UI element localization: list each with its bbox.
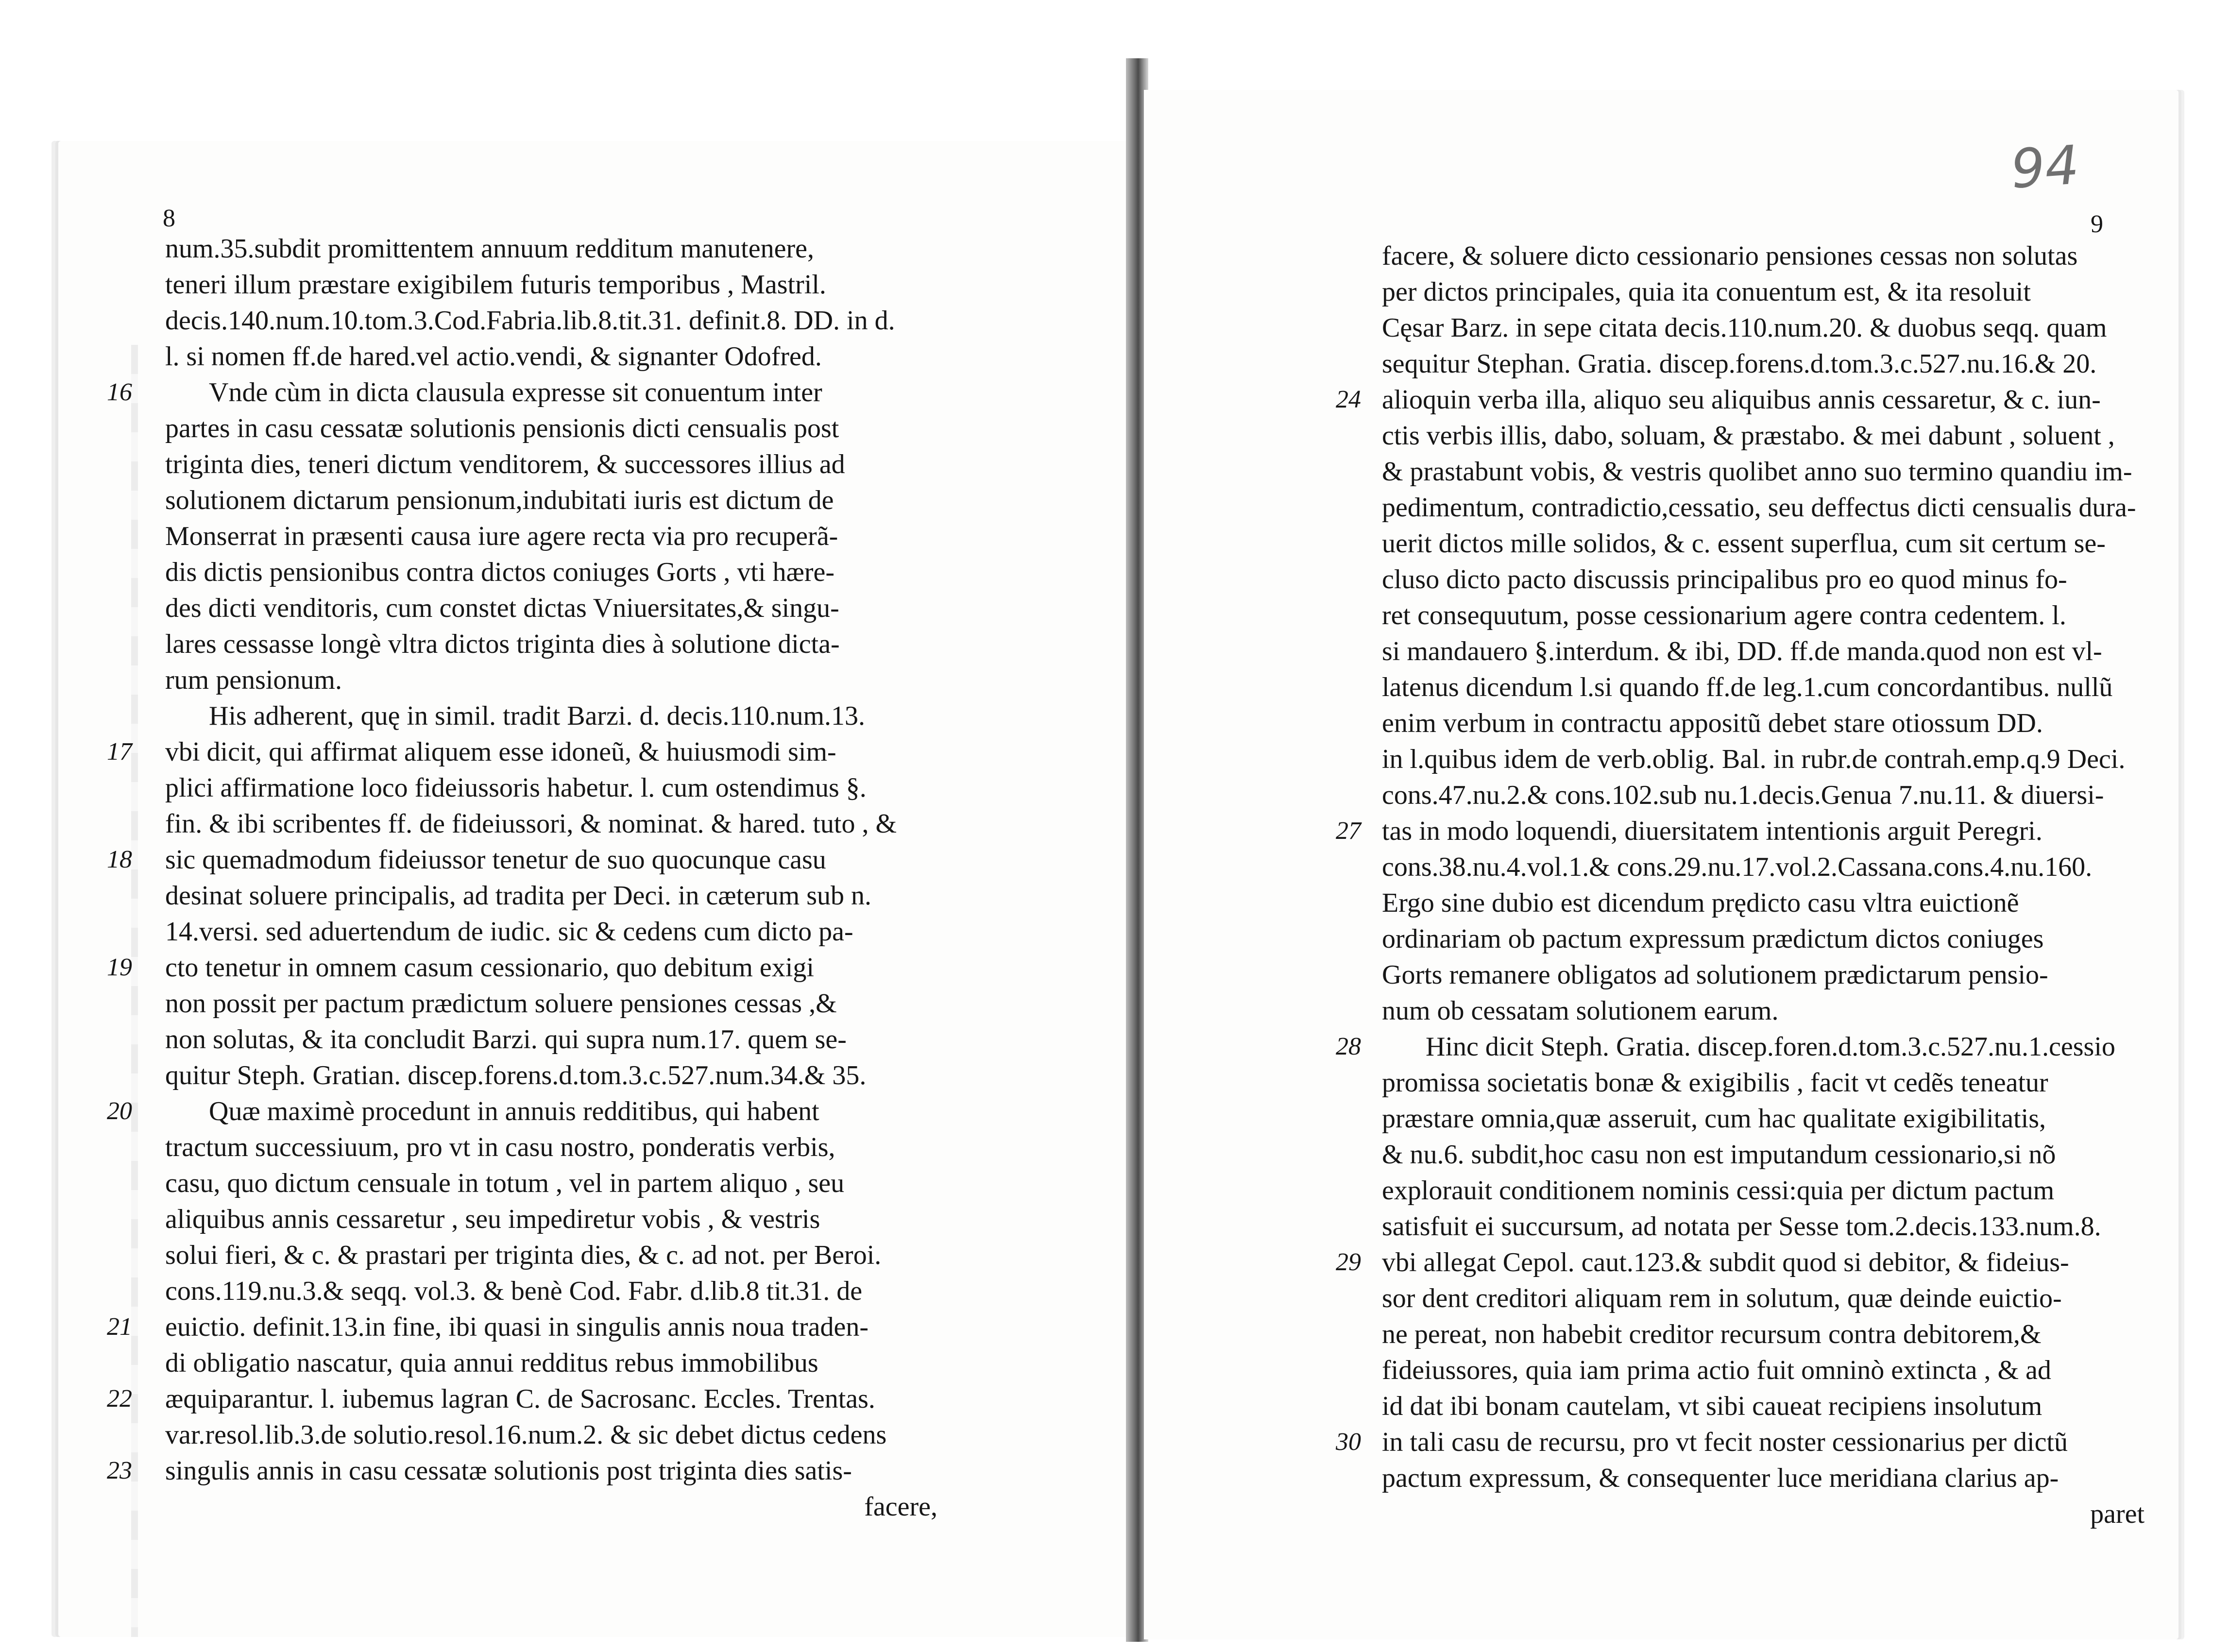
text-line: singulis annis in casu cessatæ solutionis post triginta dies satis-	[165, 1456, 852, 1486]
text-line: Gorts remanere obligatos ad solutionem prædictarum pensio-	[1382, 960, 2048, 990]
text-line: præstare omnia,quæ asseruit, cum hac qualitate exigibilitatis,	[1382, 1104, 2046, 1134]
text-line: non possit per pactum prædictum soluere pensiones cessas ,&	[165, 988, 837, 1019]
text-line: decis.140.num.10.tom.3.Cod.Fabria.lib.8.tit.31. definit.8. DD. in d.	[165, 306, 895, 336]
text-line: dis dictis pensionibus contra dictos coniuges Gorts , vti hære-	[165, 557, 835, 587]
text-line: satisfuit ei succursum, ad notata per Sesse tom.2.decis.133.num.8.	[1382, 1211, 2101, 1242]
right-page	[1144, 90, 2179, 1639]
text-line: num.35.subdit promittentem annuum redditum manutenere,	[165, 234, 814, 264]
text-line: lares cessasse longè vltra dictos triginta dies à solutione dicta-	[165, 629, 840, 659]
text-line: id dat ibi bonam cautelam, vt sibi caueat recipiens insolutum	[1382, 1391, 2043, 1421]
text-line: tas in modo loquendi, diuersitatem intentionis arguit Peregri.	[1382, 816, 2043, 846]
text-line: latenus dicendum l.si quando ff.de leg.1.cum concordantibus. nullũ	[1382, 672, 2113, 702]
text-line: l. si nomen ff.de hared.vel actio.vendi, & signanter Odofred.	[165, 341, 822, 372]
text-line: Ergo sine dubio est dicendum prędicto casu vltra euictionẽ	[1382, 888, 2019, 918]
text-line: explorauit conditionem nominis cessi:quia per dictum pactum	[1382, 1175, 2055, 1206]
text-line: solutionem dictarum pensionum,indubitati iuris est dictum de	[165, 485, 834, 515]
left-page-number: 8	[163, 204, 175, 232]
marginal-number: 20	[107, 1097, 132, 1125]
text-line: alioquin verba illa, aliquo seu aliquibus annis cessaretur, & c. iun-	[1382, 385, 2101, 415]
text-line: sor dent creditori aliquam rem in solutum, quæ deinde euictio-	[1382, 1283, 2062, 1313]
text-line: promissa societatis bonæ & exigibilis , facit vt cedẽs teneatur	[1382, 1068, 2048, 1098]
text-line: fideiussores, quia iam prima actio fuit omninò extincta , & ad	[1382, 1355, 2051, 1385]
text-line: facere,	[864, 1492, 937, 1522]
text-line: rum pensionum.	[165, 665, 342, 695]
text-line: in l.quibus idem de verb.oblig. Bal. in rubr.de contrah.emp.q.9 Deci.	[1382, 744, 2126, 774]
text-line: quitur Steph. Gratian. discep.forens.d.tom.3.c.527.num.34.& 35.	[165, 1060, 867, 1090]
text-line: cons.119.nu.3.& seqq. vol.3. & benè Cod. Fabr. d.lib.8 tit.31. de	[165, 1276, 863, 1306]
text-line: teneri illum præstare exigibilem futuris temporibus , Mastril.	[165, 270, 826, 300]
text-line: His adherent, quę in simil. tradit Barzi. d. decis.110.num.13.	[209, 701, 865, 731]
text-line: num ob cessatam solutionem earum.	[1382, 996, 1779, 1026]
text-line: desinat soluere principalis, ad tradita per Deci. in cæterum sub n.	[165, 881, 872, 911]
text-line: Hinc dicit Steph. Gratia. discep.foren.d.tom.3.c.527.nu.1.cessio	[1426, 1032, 2115, 1062]
left-page-text	[107, 231, 937, 1525]
marginal-number: 23	[107, 1457, 132, 1484]
marginal-number: 27	[1336, 817, 1361, 845]
marginal-number: 16	[107, 378, 132, 406]
text-line: vbi allegat Cepol. caut.123.& subdit quod si debitor, & fideius-	[1382, 1247, 2069, 1277]
right-page-number: 9	[2091, 210, 2103, 238]
text-line: vbi dicit, qui affirmat aliquem esse idoneũ, & huiusmodi sim-	[165, 737, 836, 767]
text-line: di obligatio nascatur, quia annui redditus rebus immobilibus	[165, 1348, 818, 1378]
text-line: cons.47.nu.2.& cons.102.sub nu.1.decis.Genua 7.nu.11. & diuersi-	[1382, 780, 2104, 810]
text-line: plici affirmatione loco fideiussoris habetur. l. cum ostendimus §.	[165, 773, 867, 803]
text-line: si mandauero §.interdum. & ibi, DD. ff.de manda.quod non est vl-	[1382, 636, 2102, 666]
text-line: 14.versi. sed aduertendum de iudic. sic & cedens cum dicto pa-	[165, 917, 853, 947]
marginal-number: 30	[1336, 1428, 1361, 1456]
text-line: ctis verbis illis, dabo, soluam, & præstabo. & mei dabunt , soluent ,	[1382, 421, 2115, 451]
marginal-number: 29	[1336, 1248, 1361, 1276]
text-line: ordinariam ob pactum expressum prædictum dictos coniuges	[1382, 924, 2044, 954]
text-line: partes in casu cessatæ solutionis pensionis dicti censualis post	[165, 413, 839, 443]
marginal-number: 28	[1336, 1033, 1361, 1060]
marginal-number: 21	[107, 1313, 132, 1341]
text-line: tractum successiuum, pro vt in casu nostro, ponderatis verbis,	[165, 1132, 835, 1162]
text-line: solui fieri, & c. & prastari per triginta dies, & c. ad not. per Beroi.	[165, 1240, 882, 1270]
text-line: des dicti venditoris, cum constet dictas Vniuersitates,& singu-	[165, 593, 839, 623]
text-line: Quæ maximè procedunt in annuis redditibus, qui habent	[209, 1096, 819, 1126]
page-edge-stack	[131, 345, 138, 1637]
text-line: ret consequutum, posse cessionarium agere contra cedentem. l.	[1382, 600, 2066, 630]
text-line: æquiparantur. l. iubemus lagran C. de Sacrosanc. Eccles. Trentas.	[165, 1384, 875, 1414]
text-line: paret	[2090, 1499, 2145, 1529]
text-line: cluso dicto pacto discussis principalibus pro eo quod minus fo-	[1382, 564, 2067, 595]
text-line: Monserrat in præsenti causa iure agere recta via pro recuperã-	[165, 521, 838, 551]
text-line: cto tenetur in omnem casum cessionario, quo debitum exigi	[165, 953, 814, 983]
text-line: enim verbum in contractu appositũ debet stare otiossum DD.	[1382, 708, 2043, 738]
marginal-number: 24	[1336, 386, 1361, 413]
text-line: non solutas, & ita concludit Barzi. qui supra num.17. quem se-	[165, 1024, 847, 1055]
text-line: triginta dies, teneri dictum venditorem, & successores illius ad	[165, 449, 845, 479]
marginal-number: 22	[107, 1385, 132, 1413]
text-line: pactum expressum, & consequenter luce meridiana clarius ap-	[1382, 1463, 2059, 1493]
text-line: in tali casu de recursu, pro vt fecit noster cessionarius per dictũ	[1382, 1427, 2068, 1457]
text-line: & prastabunt vobis, & vestris quolibet anno suo termino quandiu im-	[1382, 457, 2132, 487]
text-line: uerit dictos mille solidos, & c. essent superflua, cum sit certum se-	[1382, 528, 2106, 559]
marginal-number: 19	[107, 954, 132, 981]
text-line: casu, quo dictum censuale in totum , vel in partem aliquo , seu	[165, 1168, 845, 1198]
marginal-number: 17	[107, 738, 132, 766]
text-line: ne pereat, non habebit creditor recursum contra debitorem,&	[1382, 1319, 2042, 1349]
right-page-text	[1336, 238, 2145, 1532]
text-line: fin. & ibi scribentes ff. de fideiussori, & nominat. & hared. tuto , &	[165, 809, 897, 839]
text-line: Cęsar Barz. in sepe citata decis.110.num.20. & duobus seqq. quam	[1382, 313, 2107, 343]
handwritten-folio-number: 94	[2009, 134, 2081, 201]
text-line: Vnde cùm in dicta clausula expresse sit conuentum inter	[209, 377, 822, 408]
text-line: aliquibus annis cessaretur , seu impediretur vobis , & vestris	[165, 1204, 820, 1234]
text-line: pedimentum, contradictio,cessatio, seu deffectus dicti censualis dura-	[1382, 493, 2136, 523]
text-line: var.resol.lib.3.de solutio.resol.16.num.2. & sic debet dictus cedens	[165, 1420, 887, 1450]
text-line: sequitur Stephan. Gratia. discep.forens.d.tom.3.c.527.nu.16.& 20.	[1382, 349, 2097, 379]
text-line: facere, & soluere dicto cessionario pensiones cessas non solutas	[1382, 241, 2078, 271]
text-line: euictio. definit.13.in fine, ibi quasi in singulis annis noua traden-	[165, 1312, 868, 1342]
text-line: cons.38.nu.4.vol.1.& cons.29.nu.17.vol.2.Cassana.cons.4.nu.160.	[1382, 852, 2093, 882]
marginal-number: 18	[107, 846, 132, 873]
text-line: per dictos principales, quia ita conuentum est, & ita resoluit	[1382, 277, 2031, 307]
left-page	[58, 141, 1132, 1637]
text-line: sic quemadmodum fideiussor tenetur de suo quocunque casu	[165, 845, 826, 875]
text-line: & nu.6. subdit,hoc casu non est imputandum cessionario,si nõ	[1382, 1140, 2056, 1170]
